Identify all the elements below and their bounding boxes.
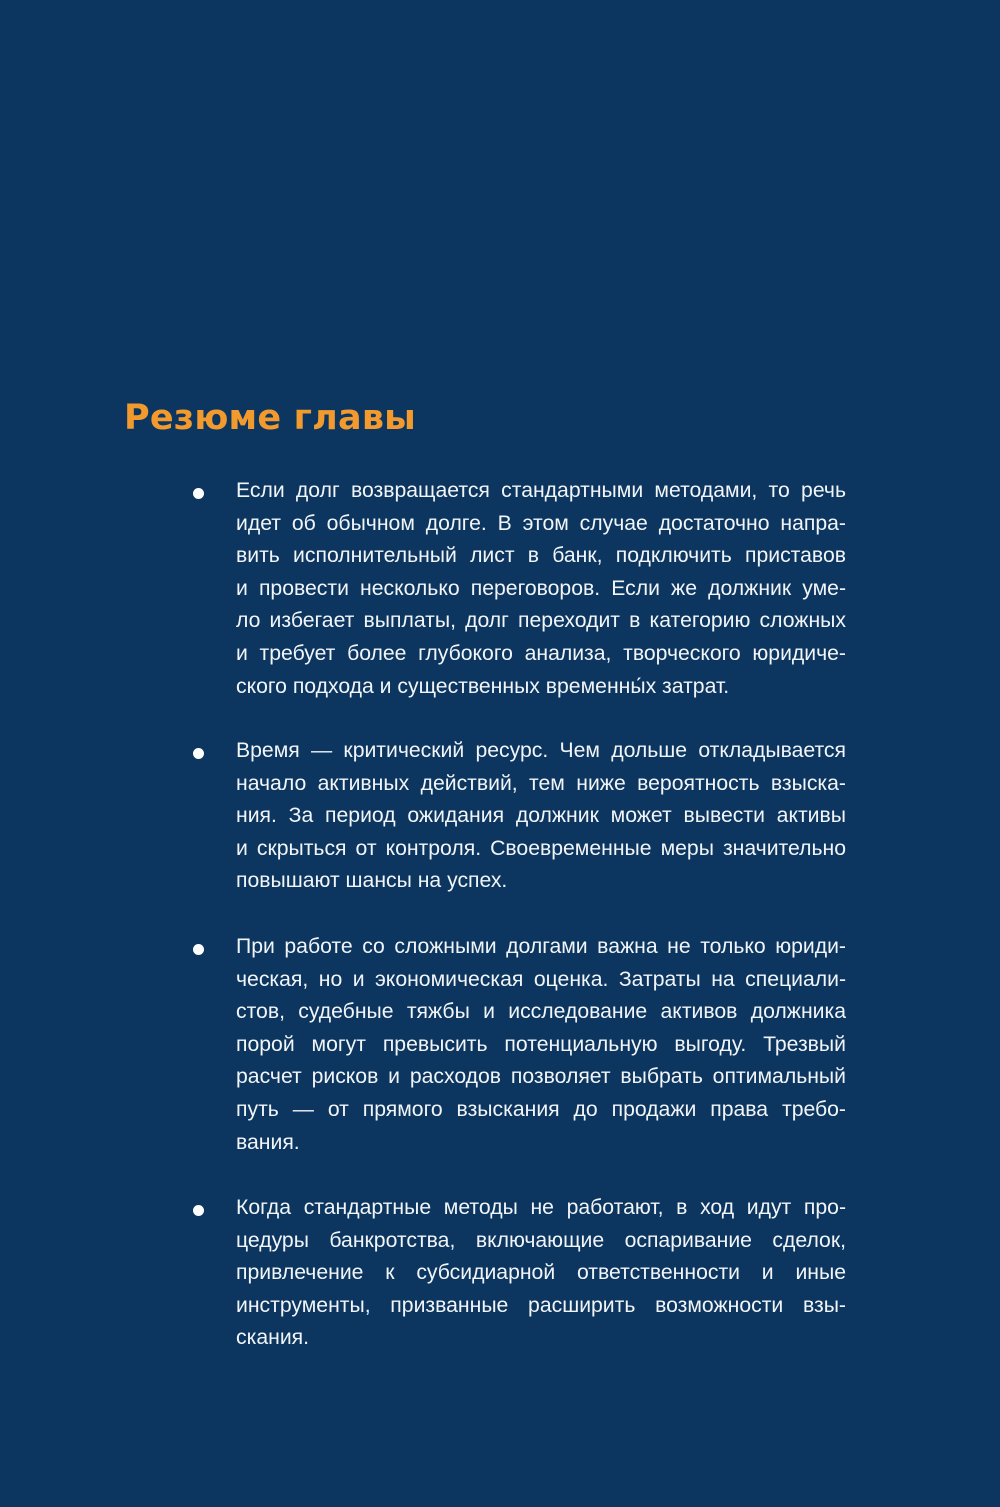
summary-text-line: вания. <box>236 1130 300 1154</box>
bullet-dot-icon <box>193 748 204 759</box>
summary-text-line: ния. За период ожидания должник может вывести активы <box>236 804 846 828</box>
summary-text-line: идет об обычном долге. В этом случае достаточно напра- <box>236 511 846 535</box>
summary-text-line: расчет рисков и расходов позволяет выбрать оптимальный <box>236 1065 846 1089</box>
summary-text-line: инструменты, призванные расширить возможности взы- <box>236 1293 846 1317</box>
summary-text-line: Когда стандартные методы не работают, в ход идут про- <box>236 1196 846 1219</box>
summary-text-line: вить исполнительный лист в банк, подключить приставов <box>236 544 846 568</box>
summary-text-line: Время — критический ресурс. Чем дольше откладывается <box>236 739 846 762</box>
summary-bullet-text <box>236 931 846 1159</box>
summary-text-line: и провести несколько переговоров. Если же должник уме- <box>236 576 846 600</box>
summary-text-line: ческая, но и экономическая оценка. Затраты на специали- <box>236 967 846 991</box>
summary-text-line: ло избегает выплаты, долг переходит в категорию сложных <box>236 609 846 633</box>
bullet-dot-icon <box>193 488 204 499</box>
summary-bullet-text <box>236 735 846 898</box>
bullet-dot-icon <box>193 1205 204 1216</box>
summary-text-line: Если долг возвращается стандартными методами, то речь <box>236 479 846 502</box>
summary-text-line: и скрыться от контроля. Своевременные меры значительно <box>236 836 846 860</box>
summary-text-line: скания. <box>236 1326 310 1350</box>
bullet-dot-icon <box>193 944 204 955</box>
chapter-summary-title: Резюме главы <box>124 398 417 438</box>
summary-text-line: стов, судебные тяжбы и исследование активов должника <box>236 1000 846 1024</box>
summary-text-line: повышают шансы на успех. <box>236 869 508 893</box>
summary-text-line: При работе со сложными долгами важна не только юриди- <box>236 935 846 958</box>
summary-bullet-text <box>236 1192 846 1355</box>
summary-text-line: и требует более глубокого анализа, творческого юридиче- <box>236 641 846 665</box>
summary-text-line: цедуры банкротства, включающие оспаривание сделок, <box>236 1228 846 1252</box>
summary-bullet-text <box>236 475 846 703</box>
summary-text-line: начало активных действий, тем ниже вероятность взыска- <box>236 771 846 795</box>
summary-text-line: порой могут превысить потенциальную выгоду. Трезвый <box>236 1032 846 1056</box>
summary-text-line: путь — от прямого взыскания до продажи права требо- <box>236 1097 846 1121</box>
summary-text-line: привлечение к субсидиарной ответственности и иные <box>236 1261 846 1285</box>
summary-text-line: ского подхода и существенных временны́х затрат. <box>236 674 730 698</box>
